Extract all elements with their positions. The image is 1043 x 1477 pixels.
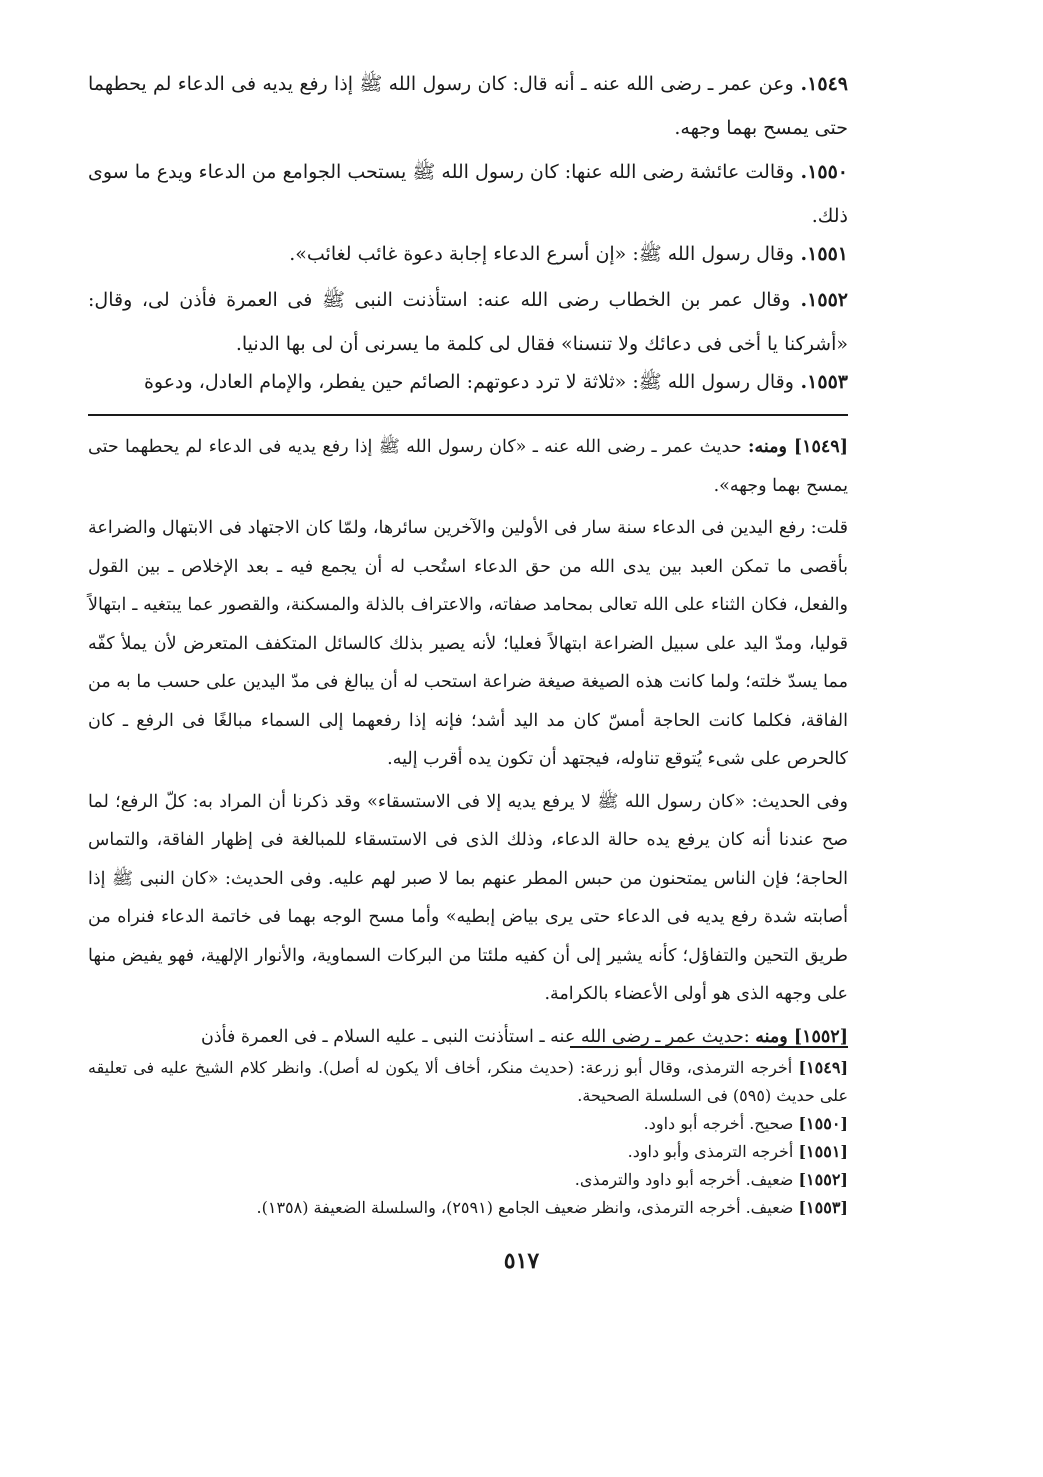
footnote-reference: [١٥٥١] (798, 1142, 848, 1161)
section-divider (88, 414, 848, 416)
commentary-paragraph: قلت: رفع اليدين فى الدعاء سنة سار فى الأولين والآخرين سائرها، ولمّا كان الاجتهاد فى الابتهال والضراعة بأقصى ما تمكن العبد بين يدى الله من حق الدعاء استُحب له أن يجمع فيه ـ بعد الإخلاص ـ بين القول والفعل، فكان الثناء على الله تعالى بمحامد صفاته، والاعتراف بالذلة والمسكنة، والقصور عما يبتغيه ـ ابتهالاً قوليا، ومدّ اليد على سبيل الضراعة ابتهالاً فعليا؛ لأنه يصير بذلك كالسائل المتكفف المتعرض لأن يملأ كفّه مما يسدّ خلته؛ ولما كانت هذه الصيغة صيغة ضراعة استحب له أن يبالغ فى مدّ اليدين على حسب ما به من الفاقة، فكلما كانت الحاجة أمسّ كان مد اليد أشد؛ فإنه إذا رفعهما إلى السماء مبالغًا فى الرفع ـ كان كالحرص على شىء يُتوقع تناوله، فيجتهد أن تكون يده أقرب إليه. (88, 518, 848, 769)
commentary-paragraph (88, 428, 848, 505)
footnote-reference: [١٥٥٣] (798, 1198, 848, 1217)
commentary-paragraph: وفى الحديث: «كان رسول الله ﷺ لا يرفع يديه إلا فى الاستسقاء» وقد ذكرنا أن المراد به: كلّ الرفع؛ لما صح عندنا أنه كان يرفع يده حالة الدعاء، وذلك الذى فى الاستسقاء للمبالغة فى إظهار الفاقة، والتماس الحاجة؛ فإن الناس يمتحنون من حبس المطر عنهم بما لا صبر لهم عليه. وفى الحديث: «كان النبى ﷺ إذا أصابته شدة رفع يديه فى الدعاء حتى يرى بياض إبطيه» وأما مسح الوجه بهما فى خاتمة الدعاء فنراه من طريق التحين والتفاؤل؛ كأنه يشير إلى أن كفيه ملئتا من البركات السماوية، والأنوار الإلهية، فهو يفيض منها على وجهه الذى هو أولى الأعضاء بالكرامة. (88, 791, 848, 1004)
hadith-number: ١٥٥٢ (807, 289, 848, 311)
footnote-reference: [١٥٥٠] (798, 1114, 848, 1133)
footnote-text: ضعيف. أخرجه أبو داود والترمذى. (574, 1170, 794, 1189)
hadith-1552: ١٥٥٢. وقال عمر بن الخطاب رضى الله عنه: استأذنت النبى ﷺ فى العمرة فأذن لى، وقال: «أشركنا يا أخى فى دعائك ولا تنسنا» فقال لى كلمة ما يسرنى أن لى بها الدنيا. (88, 289, 848, 355)
footnote (88, 1166, 848, 1194)
footnote-divider (570, 1046, 848, 1048)
hadith-text: وقالت عائشة رضى الله عنها: كان رسول الله ﷺ يستحب الجوامع من الدعاء ويدع ما سوى ذلك. (88, 161, 848, 227)
hadith-1549: ١٥٤٩. وعن عمر ـ رضى الله عنه ـ أنه قال: كان رسول الله ﷺ إذا رفع يديه فى الدعاء لم يحطهما حتى يمسح بهما وجهه. (88, 73, 848, 139)
hadith-1551: ١٥٥١. وقال رسول الله ﷺ: «إن أسرع الدعاء إجابة دعوة غائب لغائب». (289, 243, 848, 265)
footnote-text: ضعيف. أخرجه الترمذى، وانظر ضعيف الجامع (٢٥٩١)، والسلسلة الضعيفة (١٣٥٨). (256, 1198, 794, 1217)
hadith-number: ١٥٥٣ (807, 371, 848, 393)
footnote-text: أخرجه الترمذى وأبو داود. (627, 1142, 794, 1161)
commentary-section (88, 428, 848, 1056)
hadith-number: ١٥٥١ (807, 243, 848, 265)
commentary-paragraph (88, 1018, 848, 1057)
hadith-number: ١٥٥٠ (807, 161, 849, 183)
hadith-1550: ١٥٥٠. وقالت عائشة رضى الله عنها: كان رسول الله ﷺ يستحب الجوامع من الدعاء ويدع ما سوى ذلك. (88, 161, 849, 227)
page-number: ٥١٧ (503, 1248, 540, 1274)
footnote (88, 1194, 848, 1222)
footnote-text: أخرجه الترمذى، وقال أبو زرعة: (حديث منكر، أخاف ألا يكون له أصل). وانظر كلام الشيخ عليه فى تعليقه على حديث (٥٩٥) فى السلسلة الصحيحة. (88, 1058, 848, 1105)
hadith-1553: ١٥٥٣. وقال رسول الله ﷺ: «ثلاثة لا ترد دعوتهم: الصائم حين يفطر، والإمام العادل، ودعوة (143, 371, 848, 393)
hadith-text: وقال رسول الله ﷺ: «ثلاثة لا ترد دعوتهم: الصائم حين يفطر، والإمام العادل، ودعوة (143, 371, 794, 393)
footnotes (88, 1054, 848, 1222)
hadith-text: وقال عمر بن الخطاب رضى الله عنه: استأذنت النبى ﷺ فى العمرة فأذن لى، وقال: «أشركنا يا أخى فى دعائك ولا تنسنا» فقال لى كلمة ما يسرنى أن لى بها الدنيا. (88, 289, 848, 355)
footnote-reference: [١٥٥٢] (798, 1170, 848, 1189)
hadith-text: وعن عمر ـ رضى الله عنه ـ أنه قال: كان رسول الله ﷺ إذا رفع يديه فى الدعاء لم يحطهما حتى يمسح بهما وجهه. (88, 73, 848, 139)
hadith-text: وقال رسول الله ﷺ: «إن أسرع الدعاء إجابة دعوة غائب لغائب». (289, 243, 794, 265)
footnote (88, 1054, 848, 1110)
footnote-reference: [١٥٤٩] (798, 1058, 849, 1077)
commentary-reference: [١٥٥٢] ومنه (755, 1026, 848, 1047)
commentary-text: حديث عمر ـ رضى الله عنه ـ «كان رسول الله ﷺ إذا رفع يديه فى الدعاء لم يحطهما حتى يمسح بهما وجهه». (88, 437, 848, 496)
footnote-text: صحيح. أخرجه أبو داود. (643, 1114, 794, 1133)
footnote (88, 1110, 848, 1138)
hadith-number: ١٥٤٩ (807, 73, 848, 95)
commentary-reference: [١٥٤٩] ومنه: (748, 437, 848, 457)
commentary-text: :حديث عمر ـ رضى الله عنه ـ استأذنت النبى ـ عليه السلام ـ فى العمرة فأذن (200, 1026, 750, 1047)
footnote (88, 1138, 848, 1166)
